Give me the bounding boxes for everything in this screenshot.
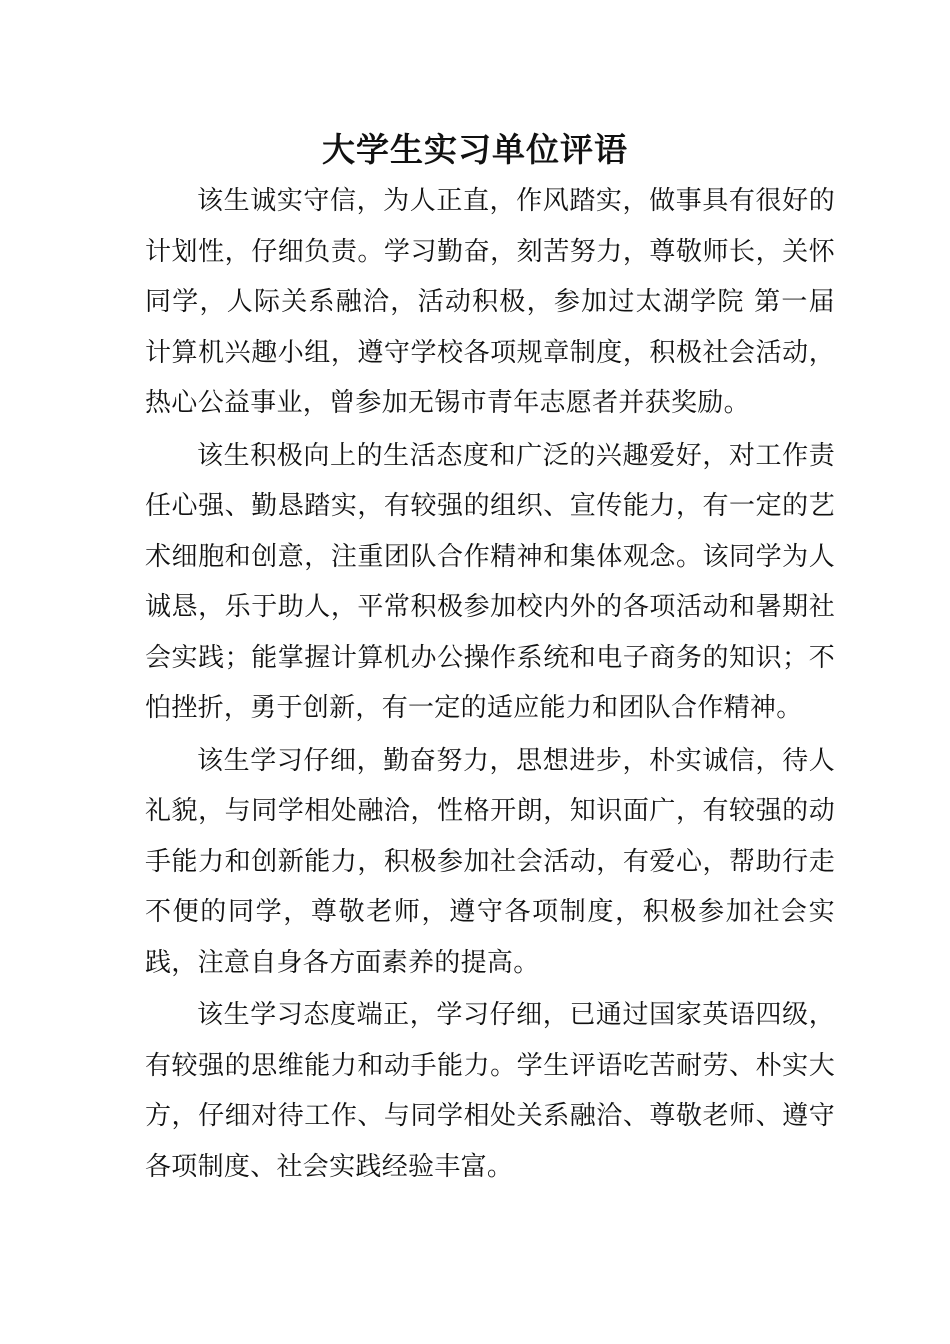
paragraph-4: 该生学习态度端正，学习仔细，已通过国家英语四级，有较强的思维能力和动手能力。学生评语吃苦耐劳、朴实大方，仔细对待工作、与同学相处关系融洽、尊敬老师、遵守各项制度、社会实践经验丰富。: [145, 1000, 835, 1182]
document-title: 大学生实习单位评语: [322, 130, 628, 169]
paragraph-1: 该生诚实守信，为人正直，作风踏实，做事具有很好的计划性，仔细负责。学习勤奋，刻苦努力，尊敬师长，关怀同学，人际关系融洽，活动积极，参加过太湖学院 第一届计算机兴趣小组，遵守学校各项规章制度，积极社会活动，热心公益事业，曾参加无锡市青年志愿者并获奖励。: [145, 186, 835, 418]
paragraph-3: 该生学习仔细，勤奋努力，思想进步，朴实诚信，待人礼貌，与同学相处融洽，性格开朗，知识面广，有较强的动手能力和创新能力，积极参加社会活动，有爱心，帮助行走不便的同学，尊敬老师，遵守各项制度，积极参加社会实践，注意自身各方面素养的提高。: [145, 745, 835, 978]
paragraph-2: 该生积极向上的生活态度和广泛的兴趣爱好，对工作责任心强、勤恳踏实，有较强的组织、宣传能力，有一定的艺术细胞和创意，注重团队合作精神和集体观念。该同学为人诚恳，乐于助人，平常积极参加校内外的各项活动和暑期社会实践；能掌握计算机办公操作系统和电子商务的知识；不怕挫折，勇于创新，有一定的适应能力和团队合作精神。: [145, 440, 835, 723]
document-body: [145, 176, 835, 1192]
